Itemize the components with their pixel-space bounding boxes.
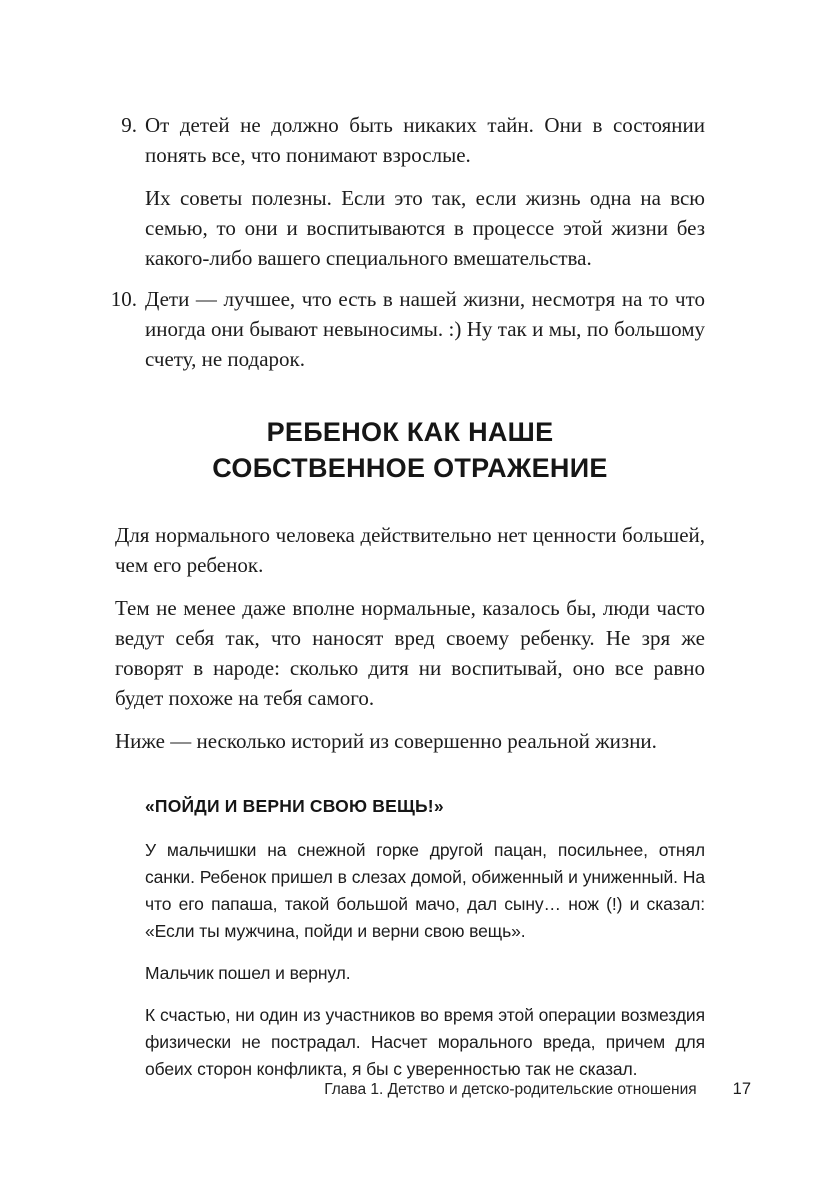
section-heading (115, 414, 705, 486)
list-item-body (145, 110, 705, 273)
body-paragraph: Тем не менее даже вполне нормальные, казалось бы, люди часто ведут себя так, что наносят вред своему ребенку. Не зря же говорят в народе: сколько дитя ни воспитывай, оно все равно будет похоже на тебя самого. (115, 596, 705, 710)
list-item-paragraph: Дети — лучшее, что есть в нашей жизни, несмотря на то что иногда они бывают невыносимы. :) Ну так и мы, по большому счету, не подарок. (145, 287, 705, 371)
section-heading-line-1: РЕБЕНОК КАК НАШЕ (266, 417, 554, 447)
story-heading: «ПОЙДИ И ВЕРНИ СВОЮ ВЕЩЬ!» (145, 796, 444, 816)
list-item-number: 9. (121, 113, 137, 137)
section-heading-line-2: СОБСТВЕННОЕ ОТРАЖЕНИЕ (212, 453, 608, 483)
story-paragraph: У мальчишки на снежной горке другой пацан, посильнее, отнял санки. Ребенок пришел в слезах домой, обиженный и униженный. На что его папаша, такой большой мачо, дал сыну… нож (!) и сказал: «Если ты мужчина, пойди и верни свою вещь». (145, 840, 705, 941)
story-paragraph: Мальчик пошел и вернул. (145, 963, 351, 983)
list-item-paragraph: Их советы полезны. Если это так, если жизнь одна на всю семью, то они и воспитываются в процессе этой жизни без какого-либо вашего специального вмешательства. (145, 186, 705, 270)
list-item-number: 10. (110, 287, 137, 311)
list-item-paragraph: От детей не должно быть никаких тайн. Они в состоянии понять все, что понимают взрослые. (145, 113, 705, 167)
numbered-list (110, 110, 705, 374)
list-item-9 (115, 110, 705, 273)
body-paragraph: Для нормального человека действительно нет ценности большей, чем его ребенок. (115, 523, 705, 577)
story-paragraph: К счастью, ни один из участников во время этой операции возмездия физически не пострадал. Насчет морального вреда, причем для обеих сторон конфликта, я бы с уверенностью так не сказал. (145, 1005, 705, 1079)
running-title: Глава 1. Детство и детско-родительские отношения (324, 1081, 697, 1098)
page-number: 17 (732, 1080, 751, 1098)
list-item-body (145, 284, 705, 374)
body-paragraph: Ниже — несколько историй из совершенно реальной жизни. (115, 729, 657, 753)
page-footer (115, 1080, 751, 1099)
list-item-10 (110, 284, 705, 374)
story-block (115, 796, 705, 1083)
